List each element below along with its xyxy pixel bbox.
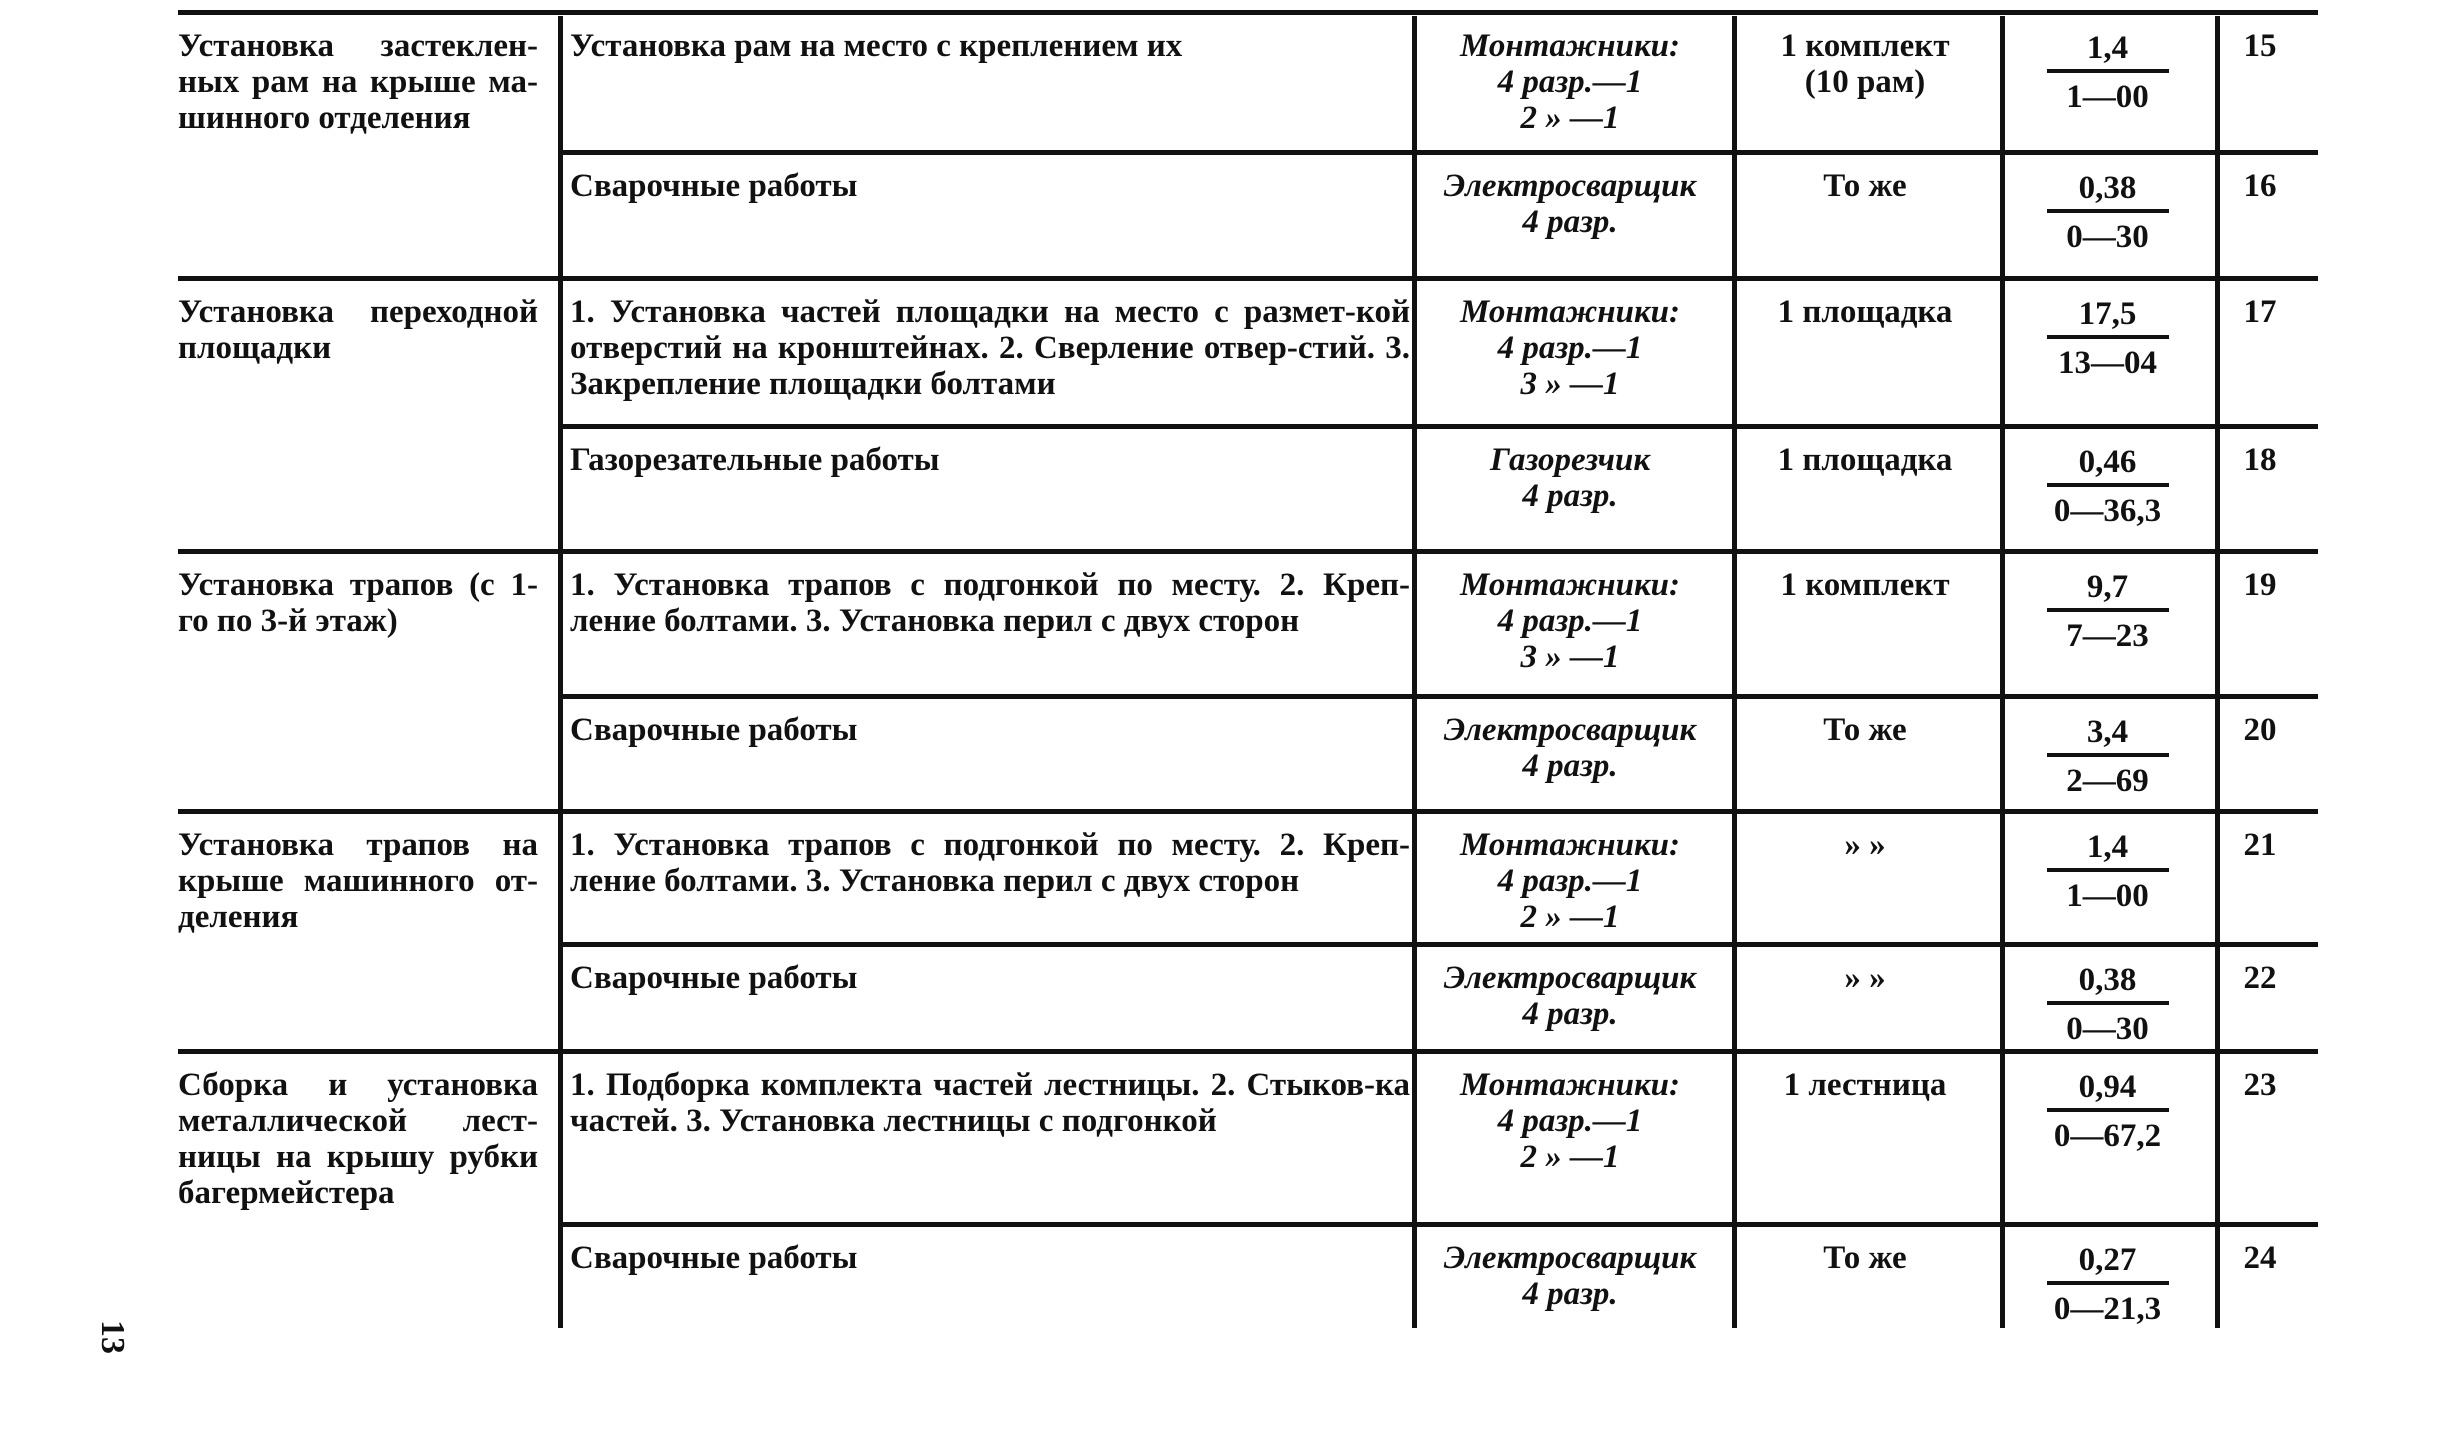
workers-line: Монтажники: — [1459, 294, 1681, 330]
section-title: Установка застеклен-ных рам на крыше ма-шинного отделения — [178, 28, 538, 136]
workers-line: 4 разр.—1 — [1497, 64, 1643, 100]
workers-composition — [1420, 168, 1720, 240]
row-number: 18 — [2243, 442, 2277, 478]
work-description: 1. Установка трапов с подгонкой по месту. 2. Креп-ление болтами. 3. Установка перил с двух сторон — [570, 827, 1410, 899]
norm-fraction — [2005, 296, 2210, 381]
section-divider — [178, 1049, 2318, 1054]
unit-of-measure — [1740, 1240, 1990, 1276]
column-divider — [558, 16, 563, 1328]
row-number: 20 — [2243, 712, 2277, 748]
unit-line: 1 площадка — [1777, 294, 1953, 330]
unit-of-measure — [1740, 712, 1990, 748]
workers-composition — [1420, 442, 1720, 514]
norm-fraction — [2005, 1069, 2210, 1154]
workers-line: Монтажники: — [1459, 827, 1681, 863]
norm-rate: 2—69 — [2066, 763, 2149, 799]
work-description: Сварочные работы — [570, 1240, 858, 1276]
norm-rate: 0—36,3 — [2053, 493, 2162, 529]
workers-composition — [1420, 294, 1720, 402]
page-number: 13 — [94, 1320, 131, 1354]
row-divider — [558, 424, 2318, 429]
section-title: Установка переходной площадки — [178, 294, 538, 366]
work-description: Сварочные работы — [570, 712, 858, 748]
workers-line: Монтажники: — [1459, 1067, 1681, 1103]
column-divider — [2215, 16, 2220, 1328]
section-title: Установка трапов (с 1-го по 3-й этаж) — [178, 567, 538, 639]
norm-time: 9,7 — [2047, 569, 2169, 612]
workers-line: Электросварщик — [1443, 1240, 1697, 1276]
row-divider — [558, 942, 2318, 947]
unit-line: 1 лестница — [1783, 1067, 1947, 1103]
norm-rate: 1—00 — [2066, 878, 2149, 914]
norm-time: 1,4 — [2047, 30, 2169, 73]
norm-fraction — [2005, 714, 2210, 799]
unit-of-measure — [1740, 567, 1990, 603]
workers-line: 3 » —1 — [1520, 639, 1620, 675]
unit-line: 1 площадка — [1777, 442, 1953, 478]
norm-time: 1,4 — [2047, 829, 2169, 872]
unit-line: 1 комплект — [1780, 28, 1950, 64]
work-description: Газорезательные работы — [570, 442, 940, 478]
work-description: Сварочные работы — [570, 960, 858, 996]
row-number: 23 — [2243, 1067, 2277, 1103]
row-number: 15 — [2243, 28, 2277, 64]
unit-line: » » — [1844, 960, 1886, 996]
norm-fraction — [2005, 1242, 2210, 1327]
norm-time: 0,27 — [2047, 1242, 2169, 1285]
workers-line: 2 » —1 — [1520, 100, 1620, 136]
norm-rate: 1—00 — [2066, 79, 2149, 115]
workers-line: Монтажники: — [1459, 28, 1681, 64]
norm-time: 0,38 — [2047, 962, 2169, 1005]
workers-line: 3 » —1 — [1520, 366, 1620, 402]
work-description: Сварочные работы — [570, 168, 858, 204]
workers-line: 4 разр. — [1522, 204, 1618, 240]
norm-fraction — [2005, 829, 2210, 914]
unit-line: То же — [1823, 1240, 1907, 1276]
work-description: 1. Установка трапов с подгонкой по месту. 2. Креп-ление болтами. 3. Установка перил с двух сторон — [570, 567, 1410, 639]
workers-line: 4 разр. — [1522, 748, 1618, 784]
row-number: 22 — [2243, 960, 2277, 996]
workers-composition — [1420, 827, 1720, 935]
section-title: Установка трапов на крыше машинного от-деления — [178, 827, 538, 935]
norm-fraction — [2005, 962, 2210, 1047]
unit-of-measure — [1740, 960, 1990, 996]
workers-line: 4 разр. — [1522, 1276, 1618, 1312]
unit-of-measure — [1740, 168, 1990, 204]
unit-line: 1 комплект — [1780, 567, 1950, 603]
norm-time: 0,38 — [2047, 170, 2169, 213]
norm-fraction — [2005, 569, 2210, 654]
workers-composition — [1420, 1067, 1720, 1175]
workers-composition — [1420, 28, 1720, 136]
row-number: 24 — [2243, 1240, 2277, 1276]
workers-line: Монтажники: — [1459, 567, 1681, 603]
norm-fraction — [2005, 30, 2210, 115]
norm-time: 0,46 — [2047, 444, 2169, 487]
workers-line: 2 » —1 — [1520, 1139, 1620, 1175]
norm-rate: 7—23 — [2066, 618, 2149, 654]
workers-line: 4 разр.—1 — [1497, 603, 1643, 639]
column-divider — [1412, 16, 1417, 1328]
workers-composition — [1420, 567, 1720, 675]
unit-of-measure — [1740, 294, 1990, 330]
unit-line: То же — [1823, 712, 1907, 748]
norm-fraction — [2005, 444, 2210, 529]
unit-of-measure — [1740, 442, 1990, 478]
norm-time: 3,4 — [2047, 714, 2169, 757]
norm-rate: 0—67,2 — [2053, 1118, 2162, 1154]
row-number: 21 — [2243, 827, 2277, 863]
workers-line: Электросварщик — [1443, 712, 1697, 748]
norm-rate: 13—04 — [2058, 345, 2157, 381]
norm-rate: 0—30 — [2066, 219, 2149, 255]
unit-line: (10 рам) — [1804, 64, 1926, 100]
section-title: Сборка и установка металлической лест-ницы на крышу рубки багермейстера — [178, 1067, 538, 1211]
unit-line: То же — [1823, 168, 1907, 204]
section-divider — [178, 809, 2318, 814]
section-divider — [178, 276, 2318, 281]
workers-line: 4 разр. — [1522, 478, 1618, 514]
norm-time: 17,5 — [2047, 296, 2169, 339]
section-divider — [178, 549, 2318, 554]
work-description: 1. Подборка комплекта частей лестницы. 2. Стыков-ка частей. 3. Установка лестницы с подгонкой — [570, 1067, 1410, 1139]
work-description: Установка рам на место с креплением их — [570, 28, 1183, 64]
unit-of-measure — [1740, 827, 1990, 863]
row-divider — [558, 1222, 2318, 1227]
workers-line: 2 » —1 — [1520, 899, 1620, 935]
workers-composition — [1420, 960, 1720, 1032]
row-divider — [558, 694, 2318, 699]
workers-composition — [1420, 712, 1720, 784]
workers-line: Электросварщик — [1443, 960, 1697, 996]
column-divider — [1732, 16, 1737, 1328]
unit-of-measure — [1740, 1067, 1990, 1103]
workers-line: Электросварщик — [1443, 168, 1697, 204]
row-divider — [558, 150, 2318, 155]
unit-of-measure — [1740, 28, 1990, 100]
row-number: 17 — [2243, 294, 2277, 330]
workers-line: Газорезчик — [1489, 442, 1651, 478]
row-number: 19 — [2243, 567, 2277, 603]
work-description: 1. Установка частей площадки на место с размет-кой отверстий на кронштейнах. 2. Сверление отвер-стий. 3. Закрепление площадки болтами — [570, 294, 1410, 402]
norm-fraction — [2005, 170, 2210, 255]
unit-line: » » — [1844, 827, 1886, 863]
row-number: 16 — [2243, 168, 2277, 204]
workers-line: 4 разр.—1 — [1497, 863, 1643, 899]
workers-line: 4 разр. — [1522, 996, 1618, 1032]
norm-time: 0,94 — [2047, 1069, 2169, 1112]
norm-rate: 0—30 — [2066, 1011, 2149, 1047]
workers-line: 4 разр.—1 — [1497, 330, 1643, 366]
norm-rate: 0—21,3 — [2053, 1291, 2162, 1327]
workers-composition — [1420, 1240, 1720, 1312]
section-divider — [178, 10, 2318, 15]
workers-line: 4 разр.—1 — [1497, 1103, 1643, 1139]
